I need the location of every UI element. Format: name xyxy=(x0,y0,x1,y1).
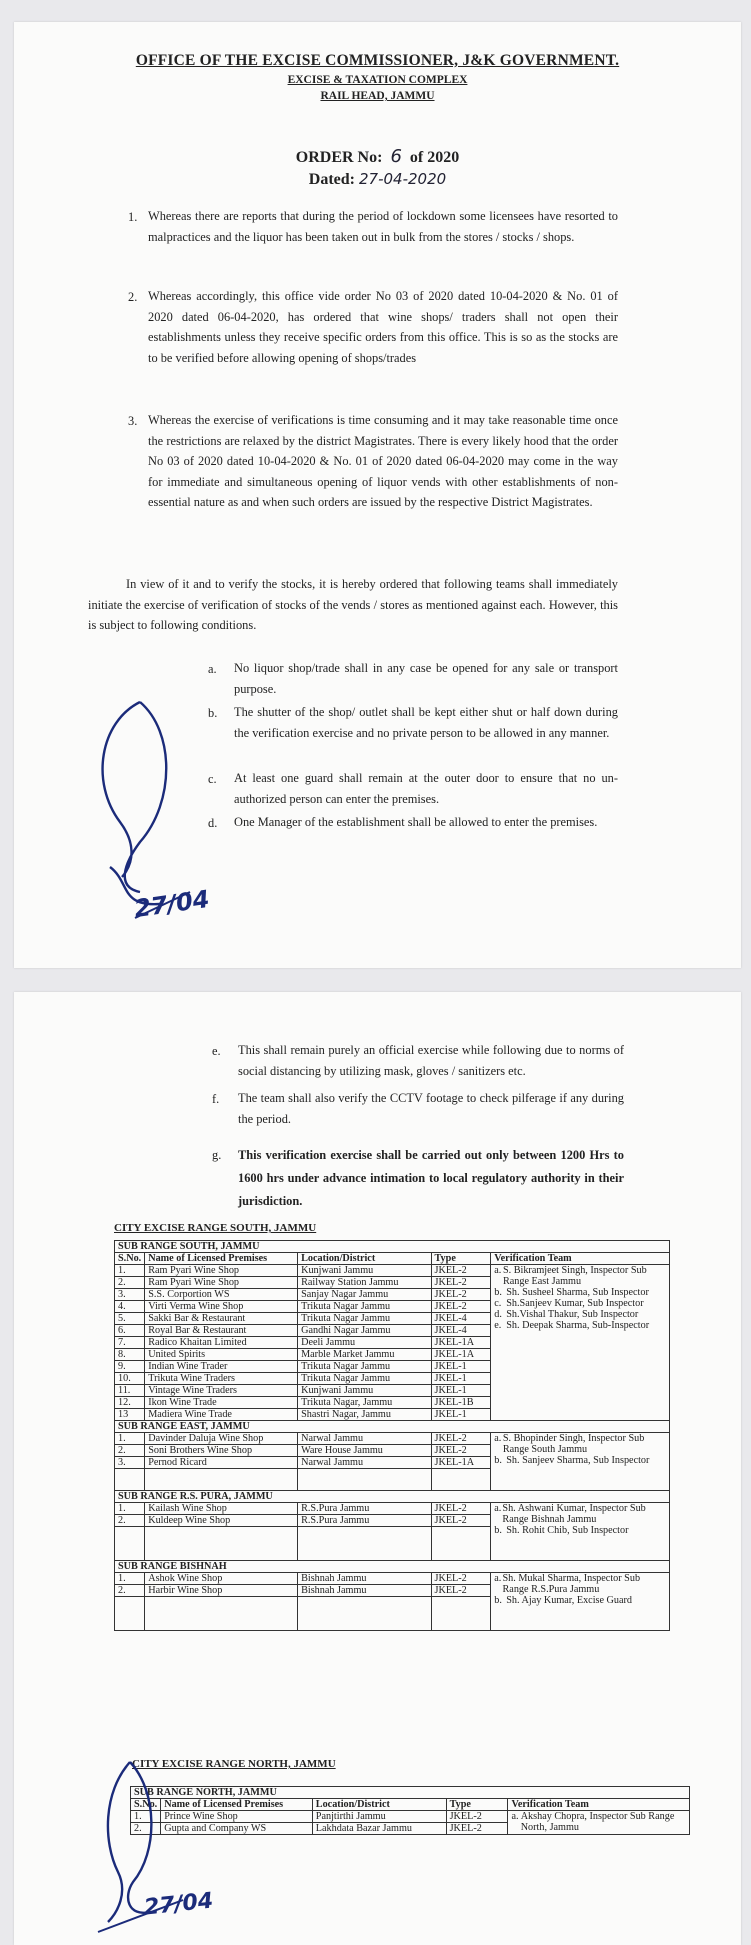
condition-e: This shall remain purely an official exercise while following due to norms of social distancing by utilizing mask, gloves / sanitizers etc. xyxy=(238,1043,624,1078)
table-row xyxy=(115,1265,670,1277)
condition-b: The shutter of the shop/ outlet shall be kept either shut or half down during the verification exercise and no private person to be allowed in any manner. xyxy=(234,705,618,740)
table-row: 1. Davinder Daluja Wine Shop Narwal Jammu JKEL-2 a. S. Bhopinder Singh, Inspector Sub Range South Jammu b. Sh. Sanjeev Sharma, Sub Inspector xyxy=(115,1433,670,1445)
subrange-title: SUB RANGE SOUTH, JAMMU xyxy=(115,1241,670,1253)
table-row: 2. Harbir Wine Shop Bishnah Jammu JKEL-2 xyxy=(115,1585,670,1597)
condition-letter: g. xyxy=(212,1148,222,1162)
team-member: a. Sh. Ashwani Kumar, Inspector Sub Range Bishnah Jammu xyxy=(494,1503,646,1525)
condition-letter: f. xyxy=(212,1092,220,1106)
col-header: Name of Licensed Premises xyxy=(145,1253,298,1265)
condition-f: The team shall also verify the CCTV footage to check pilferage if any during the period. xyxy=(238,1091,624,1126)
office-title: OFFICE OF THE EXCISE COMMISSIONER, J&K GOVERNMENT. xyxy=(135,52,620,69)
team-member: a. Sh. Mukal Sharma, Inspector Sub Range R.S.Pura Jammu xyxy=(494,1573,641,1595)
col-header: S.No. xyxy=(131,1799,161,1811)
condition-letter: c. xyxy=(208,772,217,786)
office-location: RAIL HEAD, JAMMU xyxy=(320,90,435,102)
team-member: b. Sh. Sanjeev Sharma, Sub Inspector xyxy=(494,1455,650,1466)
condition-d: One Manager of the establishment shall be allowed to enter the premises. xyxy=(234,815,598,829)
cell-type: JKEL-2 xyxy=(431,1265,491,1277)
subrange-title: SUB RANGE BISHNAH xyxy=(115,1561,670,1573)
table-row: 9. Indian Wine Trader Trikuta Nagar Jammu JKEL-1 xyxy=(115,1361,670,1373)
table-row: 2. Kuldeep Wine Shop R.S.Pura Jammu JKEL-2 xyxy=(115,1515,670,1527)
col-header: S.No. xyxy=(115,1253,145,1265)
col-header: Verification Team xyxy=(491,1253,670,1265)
order-number: 6 xyxy=(390,146,402,167)
verification-team-cell xyxy=(491,1503,670,1561)
table-row: 13 Madiera Wine Trade Shastri Nagar, Jammu JKEL-1 xyxy=(115,1409,670,1421)
col-header: Verification Team xyxy=(508,1799,690,1811)
col-header: Type xyxy=(446,1799,508,1811)
table-row: 5. Sakki Bar & Restaurant Trikuta Nagar Jammu JKEL-4 xyxy=(115,1313,670,1325)
cell-location: Kunjwani Jammu xyxy=(298,1265,431,1277)
team-member: e. Sh. Deepak Sharma, Sub-Inspector xyxy=(494,1320,650,1331)
table-row: 3. S.S. Corportion WS Sanjay Nagar Jammu JKEL-2 xyxy=(115,1289,670,1301)
team-member: b. Sh. Ajay Kumar, Excise Guard xyxy=(494,1595,633,1606)
table-row: 6. Royal Bar & Restaurant Gandhi Nagar Jammu JKEL-4 xyxy=(115,1325,670,1337)
table-row: 7. Radico Khaitan Limited Deeli Jammu JKEL-1A xyxy=(115,1337,670,1349)
cell-sno: 1. xyxy=(115,1265,145,1277)
col-header: Type xyxy=(431,1253,491,1265)
col-header: Location/District xyxy=(312,1799,446,1811)
team-member: a. S. Bhopinder Singh, Inspector Sub Range South Jammu xyxy=(494,1433,645,1455)
team-member: b. Sh. Susheel Sharma, Sub Inspector xyxy=(494,1287,649,1298)
south-range-title: CITY EXCISE RANGE SOUTH, JAMMU xyxy=(114,1222,317,1234)
order-date-line xyxy=(14,170,741,189)
team-member: d. Sh.Vishal Thakur, Sub Inspector xyxy=(494,1309,639,1320)
team-member: a. Akshay Chopra, Inspector Sub Range North, Jammu xyxy=(511,1811,675,1833)
condition-g: This verification exercise shall be carried out only between 1200 Hrs to 1600 hrs under advance intimation to local regulatory authority in their jurisdiction. xyxy=(238,1148,624,1208)
verification-team-cell xyxy=(491,1573,670,1631)
paragraph-3: Whereas the exercise of verifications is time consuming and it may take reasonable time once the restrictions are relaxed by the district Magistrates. There is every likely hood that the order No 03 of 2020 dated 10-04-2020 & No. 01 of 2020 dated 06-04-2020 may come in the way for immediate and simultaneous opening of liquor vends with other establishments of non-essential nature as and when such orders are issued by the respective District Magistrates. xyxy=(148,413,618,510)
north-range-title: CITY EXCISE RANGE NORTH, JAMMU xyxy=(132,1758,336,1770)
table-row: 1. Ashok Wine Shop Bishnah Jammu JKEL-2 a. Sh. Mukal Sharma, Inspector Sub Range R.S.Pura Jammu b. Sh. Ajay Kumar, Excise Guard xyxy=(115,1573,670,1585)
table-row: 1. Kailash Wine Shop R.S.Pura Jammu JKEL-2 a. Sh. Ashwani Kumar, Inspector Sub Range Bishnah Jammu b. Sh. Rohit Chib, Sub Inspector xyxy=(115,1503,670,1515)
paragraph-number: 3. xyxy=(128,414,138,428)
paragraph-number: 2. xyxy=(128,290,138,304)
office-complex: EXCISE & TAXATION COMPLEX xyxy=(287,74,468,86)
signature-date: 27/04 xyxy=(142,1888,215,1921)
col-header: Name of Licensed Premises xyxy=(161,1799,313,1811)
north-range-table xyxy=(130,1786,690,1835)
verification-team-cell xyxy=(508,1811,690,1835)
col-header: Location/District xyxy=(298,1253,431,1265)
paragraph-number: 1. xyxy=(128,210,138,224)
verification-team-cell xyxy=(491,1433,670,1491)
condition-a: No liquor shop/trade shall in any case be opened for any sale or transport purpose. xyxy=(234,661,618,696)
subrange-title: SUB RANGE R.S. PURA, JAMMU xyxy=(115,1491,670,1503)
intro-paragraph: In view of it and to verify the stocks, it is hereby ordered that following teams shall immediately initiate the exercise of verification of stocks of the vends / stores as mentioned against each. However, this is subject to following conditions. xyxy=(88,577,618,633)
document-page-2 xyxy=(14,992,741,1945)
team-member: b. Sh. Rohit Chib, Sub Inspector xyxy=(494,1525,629,1536)
order-suffix: of 2020 xyxy=(409,149,460,166)
table-row: 10. Trikuta Wine Traders Trikuta Nagar Jammu JKEL-1 xyxy=(115,1373,670,1385)
paragraph-2: Whereas accordingly, this office vide order No 03 of 2020 dated 10-04-2020 & No. 01 of 2020 dated 06-04-2020, has ordered that wine shops/ traders shall not open their establishments unless they receive specific orders from this office. This is so as the stocks are to be verified before allowing opening of shops/trades xyxy=(148,289,618,365)
condition-c: At least one guard shall remain at the outer door to ensure that no un-authorized person can enter the premises. xyxy=(234,771,618,806)
order-number-line xyxy=(14,146,741,167)
dated-label: Dated: xyxy=(308,171,356,188)
cell-premises: Ram Pyari Wine Shop xyxy=(145,1265,298,1277)
table-row: 12. Ikon Wine Trade Trikuta Nagar, Jammu JKEL-1B xyxy=(115,1397,670,1409)
table-row: 2. Soni Brothers Wine Shop Ware House Jammu JKEL-2 xyxy=(115,1445,670,1457)
table-row: 2. Ram Pyari Wine Shop Railway Station Jammu JKEL-2 xyxy=(115,1277,670,1289)
table-row: 3. Pernod Ricard Narwal Jammu JKEL-1A xyxy=(115,1457,670,1469)
table-row: 2. Gupta and Company WS Lakhdata Bazar Jammu JKEL-2 xyxy=(131,1823,690,1835)
condition-letter: d. xyxy=(208,816,218,830)
subrange-title: SUB RANGE NORTH, JAMMU xyxy=(131,1787,690,1799)
order-prefix: ORDER No: xyxy=(295,149,383,166)
condition-letter: a. xyxy=(208,662,217,676)
paragraph-1: Whereas there are reports that during the period of lockdown some licensees have resorted to malpractices and the liquor has been taken out in bulk from the stores / stocks / shops. xyxy=(148,209,618,244)
document-page-1 xyxy=(14,22,741,968)
condition-letter: b. xyxy=(208,706,218,720)
table-row: 4. Virti Verma Wine Shop Trikuta Nagar Jammu JKEL-2 xyxy=(115,1301,670,1313)
table-row: 1. Prince Wine Shop Panjtirthi Jammu JKEL-2 a. Akshay Chopra, Inspector Sub Range North, Jammu xyxy=(131,1811,690,1823)
signature-date: 27/04 xyxy=(132,884,212,924)
team-member: a. S. Bikramjeet Singh, Inspector Sub Range East Jammu xyxy=(494,1265,647,1287)
subrange-title: SUB RANGE EAST, JAMMU xyxy=(115,1421,670,1433)
table-row: 11. Vintage Wine Traders Kunjwani Jammu JKEL-1 xyxy=(115,1385,670,1397)
condition-letter: e. xyxy=(212,1044,221,1058)
south-range-table xyxy=(114,1240,670,1631)
order-date: 27-04-2020 xyxy=(359,170,447,188)
verification-team-cell xyxy=(491,1265,670,1421)
team-member: c. Sh.Sanjeev Kumar, Sub Inspector xyxy=(494,1298,644,1309)
table-row: 8. United Spirits Marble Market Jammu JKEL-1A xyxy=(115,1349,670,1361)
